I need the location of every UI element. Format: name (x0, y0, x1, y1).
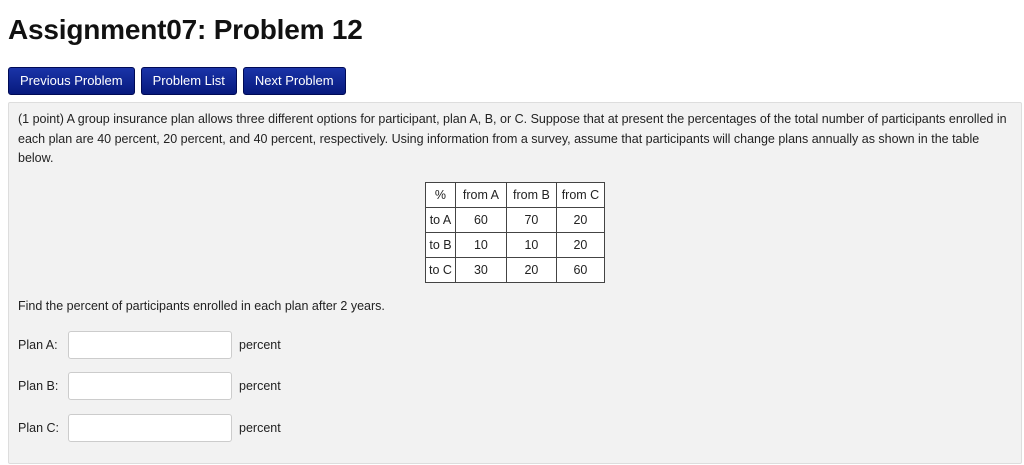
plan-c-input[interactable] (68, 414, 232, 442)
table-header-from-a: from A (455, 183, 506, 208)
plan-b-unit: percent (239, 379, 281, 393)
table-row (426, 233, 605, 258)
plan-c-label: Plan C: (18, 421, 59, 435)
answer-row-plan-a (18, 331, 281, 359)
plan-b-input[interactable] (68, 372, 232, 400)
table-cell: 30 (455, 258, 506, 283)
next-problem-button[interactable]: Next Problem (243, 67, 346, 95)
table-cell: 10 (455, 233, 506, 258)
plan-b-label: Plan B: (18, 379, 59, 393)
plan-a-input[interactable] (68, 331, 232, 359)
table-corner-cell: % (426, 183, 456, 208)
table-cell: 70 (506, 208, 556, 233)
table-row (426, 208, 605, 233)
table-header-row (426, 183, 605, 208)
table-cell: 20 (556, 233, 604, 258)
table-cell: 20 (556, 208, 604, 233)
table-header-from-b: from B (506, 183, 556, 208)
table-cell: 60 (556, 258, 604, 283)
plan-c-unit: percent (239, 421, 281, 435)
problem-list-button[interactable]: Problem List (141, 67, 237, 95)
table-cell: 20 (506, 258, 556, 283)
table-cell: 60 (455, 208, 506, 233)
problem-navigation (8, 67, 346, 95)
plan-a-unit: percent (239, 338, 281, 352)
table-row-label: to B (426, 233, 456, 258)
table-row-label: to A (426, 208, 456, 233)
table-cell: 10 (506, 233, 556, 258)
table-header-from-c: from C (556, 183, 604, 208)
table-row (426, 258, 605, 283)
table-row-label: to C (426, 258, 456, 283)
transition-table (425, 182, 605, 283)
answer-row-plan-b (18, 372, 281, 400)
page-title: Assignment07: Problem 12 (8, 14, 363, 45)
answer-row-plan-c (18, 414, 281, 442)
problem-body (8, 102, 1022, 464)
question-text: Find the percent of participants enrolled in each plan after 2 years. (18, 299, 385, 313)
previous-problem-button[interactable]: Previous Problem (8, 67, 135, 95)
problem-statement: (1 point) A group insurance plan allows three different options for participant, plan A, B, or C. Suppose that at present the percentages of the total number of participants enrolled in each plan are 40 percent, 20 percent, and 40 percent, respectively. Using information from a survey, assume that participants will change plans annually as shown in the table below. (18, 112, 1007, 165)
plan-a-label: Plan A: (18, 338, 58, 352)
